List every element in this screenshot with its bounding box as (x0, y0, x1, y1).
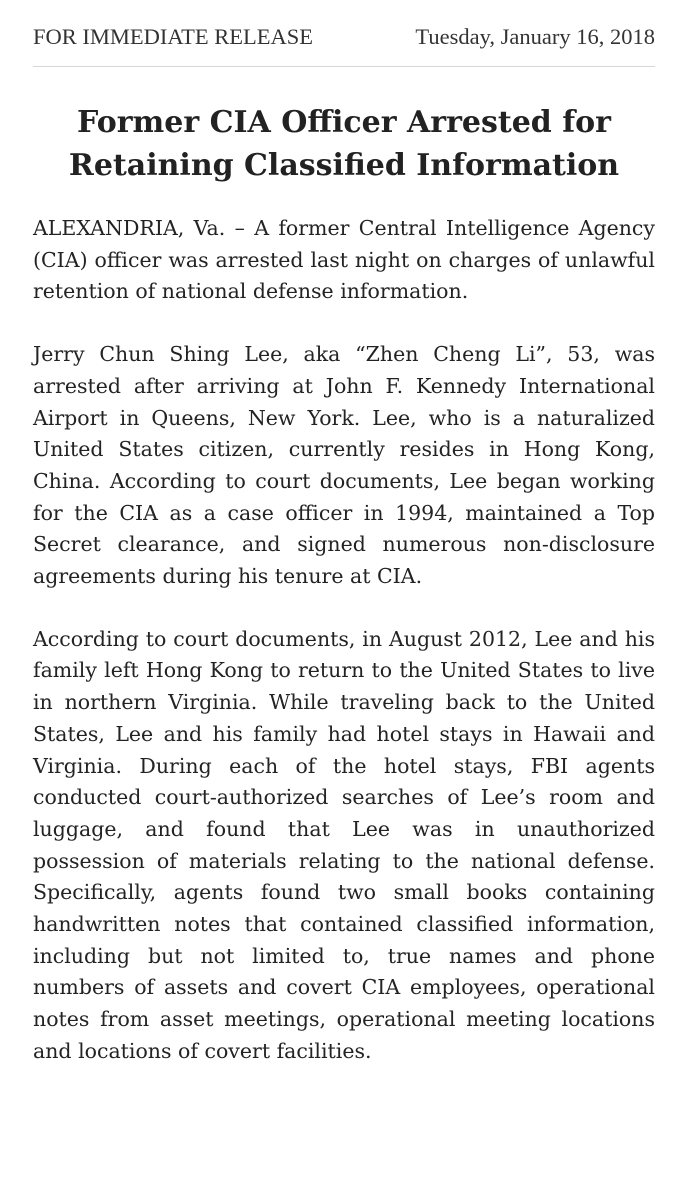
release-label: FOR IMMEDIATE RELEASE (33, 24, 313, 49)
release-date: Tuesday, January 16, 2018 (415, 24, 655, 49)
release-header (33, 20, 655, 67)
article-paragraph-3: According to court documents, in August 2012, Lee and his family left Hong Kong to return to the United States to live in northern Virginia. While traveling back to the United States, Lee and his family had hotel stays in Hawaii and Virginia. During each of the hotel stays, FBI agents conducted court-authorized searches of Lee’s room and luggage, and found that Lee was in unauthorized possession of materials relating to the national defense. Specifically, agents found two small books containing handwritten notes that contained classified information, including but not limited to, true names and phone numbers of assets and covert CIA employees, operational notes from asset meetings, operational meeting locations and locations of covert facilities. (33, 626, 655, 1063)
article-paragraph-1: ALEXANDRIA, Va. – A former Central Intelligence Agency (CIA) officer was arrested last night on charges of unlawful retention of national defense information. (33, 216, 655, 304)
article-title: Former CIA Officer Arrested for Retaining Classified Information (68, 105, 620, 183)
article-paragraph-2: Jerry Chun Shing Lee, aka “Zhen Cheng Li”, 53, was arrested after arriving at John F. Kennedy International Airport in Queens, New York. Lee, who is a naturalized United States citizen, currently resides in Hong Kong, China. According to court documents, Lee began working for the CIA as a case officer in 1994, maintained a Top Secret clearance, and signed numerous non-disclosure agreements during his tenure at CIA. (33, 342, 655, 589)
